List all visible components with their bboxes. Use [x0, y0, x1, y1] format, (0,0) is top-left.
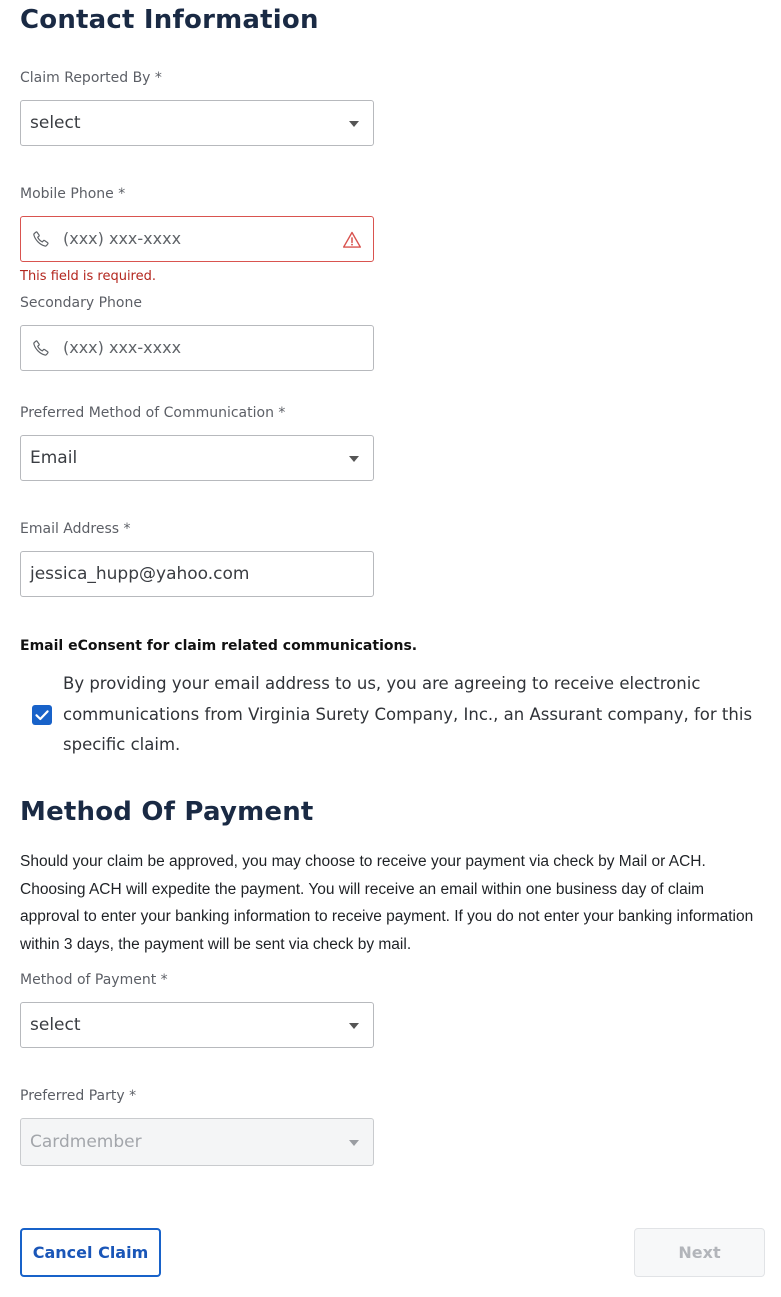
contact-heading: Contact Information — [20, 5, 319, 35]
chevron-down-icon — [349, 1140, 359, 1146]
email-input[interactable] — [20, 551, 374, 597]
payment-heading: Method Of Payment — [20, 797, 314, 827]
phone-icon — [32, 230, 50, 248]
secondary-phone-label: Secondary Phone — [20, 295, 142, 311]
claim-reported-by-select[interactable] — [20, 100, 374, 146]
preferred-method-value: Email — [30, 448, 78, 468]
mobile-phone-error: This field is required. — [20, 269, 156, 284]
preferred-method-select[interactable] — [20, 435, 374, 481]
secondary-phone-input[interactable] — [20, 325, 374, 371]
secondary-phone-placeholder: (xxx) xxx-xxxx — [63, 338, 182, 357]
claim-reported-by-value: select — [30, 113, 81, 133]
preferred-party-value: Cardmember — [30, 1132, 142, 1152]
chevron-down-icon — [349, 1023, 359, 1029]
method-of-payment-value: select — [30, 1015, 81, 1035]
econsent-checkbox[interactable] — [32, 705, 52, 725]
econsent-title: Email eConsent for claim related communications. — [20, 638, 418, 654]
email-label: Email Address * — [20, 521, 131, 537]
chevron-down-icon — [349, 456, 359, 462]
warning-icon — [342, 230, 362, 250]
mobile-phone-placeholder: (xxx) xxx-xxxx — [63, 229, 182, 248]
preferred-method-label: Preferred Method of Communication * — [20, 405, 286, 421]
email-value: jessica_hupp@yahoo.com — [30, 564, 250, 584]
payment-description: Should your claim be approved, you may choose to receive your payment via check by Mail or ACH. Choosing ACH will expedite the payment. You will receive an email within one business day of claim approval to enter your banking information to receive payment. If you do not enter your banking information within 3 days, the payment will be sent via check by mail. — [20, 853, 754, 953]
chevron-down-icon — [349, 121, 359, 127]
next-button[interactable]: Next — [634, 1228, 765, 1277]
econsent-text: By providing your email address to us, you are agreeing to receive electronic communications from Virginia Surety Company, Inc., an Assurant company, for this specific claim. — [63, 674, 753, 754]
phone-icon — [32, 339, 50, 357]
mobile-phone-input[interactable] — [20, 216, 374, 262]
preferred-party-label: Preferred Party * — [20, 1088, 137, 1104]
preferred-party-select — [20, 1118, 374, 1166]
method-of-payment-label: Method of Payment * — [20, 972, 168, 988]
claim-reported-by-label: Claim Reported By * — [20, 70, 162, 86]
method-of-payment-select[interactable] — [20, 1002, 374, 1048]
mobile-phone-label: Mobile Phone * — [20, 186, 126, 202]
checkmark-icon — [32, 705, 52, 725]
cancel-claim-button[interactable]: Cancel Claim — [20, 1228, 161, 1277]
